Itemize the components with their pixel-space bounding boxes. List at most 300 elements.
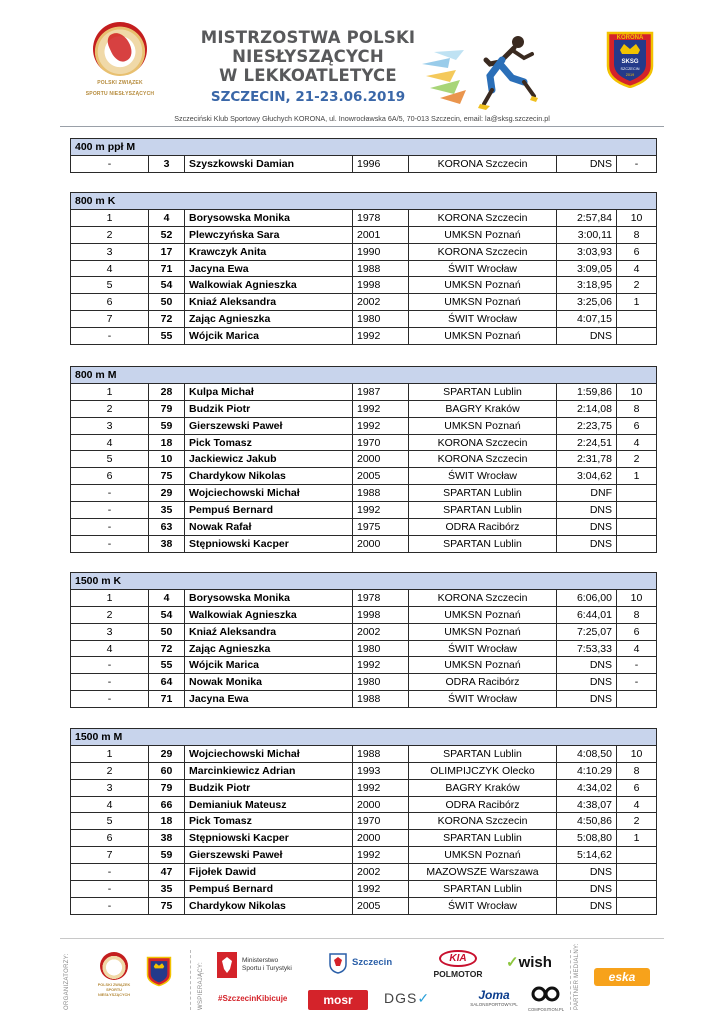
birth-year-cell: 1988 bbox=[353, 691, 409, 708]
result-time-cell: DNS bbox=[557, 519, 617, 536]
points-cell: 6 bbox=[617, 623, 657, 640]
result-time-cell: 2:24,51 bbox=[557, 434, 617, 451]
bib-cell: 64 bbox=[149, 674, 185, 691]
place-cell: - bbox=[71, 519, 149, 536]
birth-year-cell: 1975 bbox=[353, 519, 409, 536]
club-cell: OLIMPIJCZYK Olecko bbox=[409, 762, 557, 779]
points-cell: - bbox=[617, 657, 657, 674]
club-cell: KORONA Szczecin bbox=[409, 209, 557, 226]
birth-year-cell: 1987 bbox=[353, 383, 409, 400]
table-row bbox=[71, 813, 657, 830]
points-cell bbox=[617, 864, 657, 881]
place-cell: 7 bbox=[71, 311, 149, 328]
athlete-name-cell: Plewczyńska Sara bbox=[185, 226, 353, 243]
bib-cell: 50 bbox=[149, 294, 185, 311]
korona-footer-badge-icon bbox=[146, 955, 172, 987]
event-header-row bbox=[71, 367, 657, 384]
title-line-3: W LEKKOATLETYCE bbox=[219, 66, 397, 85]
results-table bbox=[70, 192, 657, 345]
event-header-row bbox=[71, 193, 657, 210]
club-cell: KORONA Szczecin bbox=[409, 155, 557, 172]
table-row bbox=[71, 434, 657, 451]
place-cell: 5 bbox=[71, 451, 149, 468]
table-row bbox=[71, 468, 657, 485]
points-cell: 10 bbox=[617, 209, 657, 226]
bib-cell: 55 bbox=[149, 328, 185, 345]
birth-year-cell: 1992 bbox=[353, 657, 409, 674]
table-row bbox=[71, 260, 657, 277]
place-cell: 2 bbox=[71, 762, 149, 779]
points-cell: 8 bbox=[617, 226, 657, 243]
korona-club-badge bbox=[605, 30, 655, 88]
table-row bbox=[71, 535, 657, 552]
points-cell: 1 bbox=[617, 294, 657, 311]
points-cell: 2 bbox=[617, 451, 657, 468]
ministry-line-1: Ministerstwo bbox=[242, 957, 279, 964]
table-row bbox=[71, 796, 657, 813]
joma-text: Joma bbox=[478, 988, 510, 1002]
event-title bbox=[198, 28, 418, 106]
pzsn-footer-caption-2: SPORTU NIESŁYSZĄCYCH bbox=[97, 988, 131, 997]
bib-cell: 75 bbox=[149, 897, 185, 914]
birth-year-cell: 1980 bbox=[353, 311, 409, 328]
birth-year-cell: 1992 bbox=[353, 847, 409, 864]
result-time-cell: 7:25,07 bbox=[557, 623, 617, 640]
table-row bbox=[71, 417, 657, 434]
place-cell: 3 bbox=[71, 243, 149, 260]
birth-year-cell: 1988 bbox=[353, 485, 409, 502]
bib-cell: 10 bbox=[149, 451, 185, 468]
points-cell bbox=[617, 485, 657, 502]
event-header-row bbox=[71, 573, 657, 590]
result-time-cell: DNS bbox=[557, 535, 617, 552]
bib-cell: 50 bbox=[149, 623, 185, 640]
results-table bbox=[70, 366, 657, 553]
club-cell: KORONA Szczecin bbox=[409, 434, 557, 451]
club-cell: KORONA Szczecin bbox=[409, 813, 557, 830]
event-section bbox=[70, 138, 656, 173]
points-cell bbox=[617, 691, 657, 708]
result-time-cell: 2:57,84 bbox=[557, 209, 617, 226]
points-cell: 10 bbox=[617, 383, 657, 400]
athlete-name-cell: Chardykow Nikolas bbox=[185, 897, 353, 914]
results-table bbox=[70, 138, 657, 173]
bib-cell: 17 bbox=[149, 243, 185, 260]
points-cell: 6 bbox=[617, 779, 657, 796]
athlete-name-cell: Demianiuk Mateusz bbox=[185, 796, 353, 813]
result-time-cell: DNS bbox=[557, 674, 617, 691]
bib-cell: 75 bbox=[149, 468, 185, 485]
athlete-name-cell: Zając Agnieszka bbox=[185, 640, 353, 657]
document-header bbox=[0, 0, 724, 128]
szczecin-logo bbox=[328, 952, 408, 974]
place-cell: 1 bbox=[71, 745, 149, 762]
table-row bbox=[71, 779, 657, 796]
athlete-name-cell: Szyszkowski Damian bbox=[185, 155, 353, 172]
athlete-name-cell: Pempuś Bernard bbox=[185, 881, 353, 898]
badge-bottom-text: SKSG bbox=[621, 59, 639, 65]
pzsn-emblem-icon bbox=[93, 22, 147, 76]
result-time-cell: 4:50,86 bbox=[557, 813, 617, 830]
place-cell: 3 bbox=[71, 417, 149, 434]
club-address: Szczeciński Klub Sportowy Głuchych KORONA, ul. Inowrocławska 6A/5, 70-013 Szczecin, email: la@sksg.szczecin.pl bbox=[174, 114, 550, 123]
points-cell: 1 bbox=[617, 830, 657, 847]
result-time-cell: DNS bbox=[557, 897, 617, 914]
dgs-text: DGS bbox=[384, 990, 418, 1006]
points-cell: 8 bbox=[617, 606, 657, 623]
table-row bbox=[71, 294, 657, 311]
bib-cell: 52 bbox=[149, 226, 185, 243]
event-section bbox=[70, 728, 656, 915]
place-cell: - bbox=[71, 864, 149, 881]
club-cell: UMKSN Poznań bbox=[409, 294, 557, 311]
club-cell: ŚWIT Wrocław bbox=[409, 897, 557, 914]
place-cell: 2 bbox=[71, 606, 149, 623]
table-row bbox=[71, 226, 657, 243]
polmotor-text: POLMOTOR bbox=[433, 969, 483, 979]
result-time-cell: DNS bbox=[557, 691, 617, 708]
table-row bbox=[71, 847, 657, 864]
result-time-cell: DNS bbox=[557, 328, 617, 345]
bib-cell: 60 bbox=[149, 762, 185, 779]
place-cell: 7 bbox=[71, 847, 149, 864]
bib-cell: 72 bbox=[149, 311, 185, 328]
result-time-cell: 2:14,08 bbox=[557, 400, 617, 417]
bib-cell: 71 bbox=[149, 691, 185, 708]
ministry-line-2: Sportu i Turystyki bbox=[242, 965, 292, 972]
club-cell: SPARTAN Lublin bbox=[409, 502, 557, 519]
szczecin-crest-icon bbox=[328, 952, 348, 974]
club-cell: UMKSN Poznań bbox=[409, 606, 557, 623]
joma-sub-text: SALONSPORTOWY.PL bbox=[470, 1002, 518, 1007]
event-header-row bbox=[71, 729, 657, 746]
organizers-label: ORGANIZATORZY: bbox=[64, 953, 70, 1010]
birth-year-cell: 1996 bbox=[353, 155, 409, 172]
birth-year-cell: 1970 bbox=[353, 813, 409, 830]
hashtag-text: #SzczecinKibicuje bbox=[218, 994, 288, 1003]
table-row bbox=[71, 691, 657, 708]
birth-year-cell: 1992 bbox=[353, 400, 409, 417]
footer-separator-2 bbox=[570, 950, 571, 1010]
place-cell: - bbox=[71, 881, 149, 898]
event-section bbox=[70, 572, 656, 708]
place-cell: 5 bbox=[71, 277, 149, 294]
club-cell: ODRA Racibórz bbox=[409, 674, 557, 691]
club-cell: KORONA Szczecin bbox=[409, 243, 557, 260]
birth-year-cell: 2005 bbox=[353, 468, 409, 485]
place-cell: 2 bbox=[71, 400, 149, 417]
table-row bbox=[71, 606, 657, 623]
place-cell: - bbox=[71, 674, 149, 691]
result-time-cell: 2:23,75 bbox=[557, 417, 617, 434]
club-cell: ŚWIT Wrocław bbox=[409, 311, 557, 328]
event-name: 1500 m K bbox=[71, 573, 657, 590]
result-time-cell: 6:06,00 bbox=[557, 589, 617, 606]
table-row bbox=[71, 311, 657, 328]
birth-year-cell: 1993 bbox=[353, 762, 409, 779]
bib-cell: 79 bbox=[149, 400, 185, 417]
birth-year-cell: 1998 bbox=[353, 277, 409, 294]
club-cell: SPARTAN Lublin bbox=[409, 745, 557, 762]
event-name: 800 m M bbox=[71, 367, 657, 384]
result-time-cell: 5:08,80 bbox=[557, 830, 617, 847]
points-cell bbox=[617, 311, 657, 328]
szczecin-label: Szczecin bbox=[352, 957, 393, 968]
club-cell: ODRA Racibórz bbox=[409, 796, 557, 813]
table-row bbox=[71, 209, 657, 226]
club-cell: UMKSN Poznań bbox=[409, 657, 557, 674]
club-cell: ODRA Racibórz bbox=[409, 519, 557, 536]
birth-year-cell: 1990 bbox=[353, 243, 409, 260]
kia-polmotor-logo bbox=[428, 948, 488, 979]
support-label: WSPIERAJĄCY: bbox=[198, 962, 204, 1010]
result-time-cell: 3:04,62 bbox=[557, 468, 617, 485]
bib-cell: 54 bbox=[149, 606, 185, 623]
title-line-2: NIESŁYSZĄCYCH bbox=[232, 47, 384, 66]
club-cell: SPARTAN Lublin bbox=[409, 485, 557, 502]
table-row bbox=[71, 623, 657, 640]
bib-cell: 38 bbox=[149, 830, 185, 847]
bib-cell: 59 bbox=[149, 847, 185, 864]
event-name: 400 m ppł M bbox=[71, 139, 657, 156]
club-cell: UMKSN Poznań bbox=[409, 623, 557, 640]
place-cell: 4 bbox=[71, 260, 149, 277]
bib-cell: 59 bbox=[149, 417, 185, 434]
club-cell: SPARTAN Lublin bbox=[409, 830, 557, 847]
birth-year-cell: 2001 bbox=[353, 226, 409, 243]
club-cell: SPARTAN Lublin bbox=[409, 535, 557, 552]
media-partner-label: PARTNER MEDIALNY: bbox=[574, 943, 580, 1010]
athlete-name-cell: Budzik Piotr bbox=[185, 779, 353, 796]
results-table bbox=[70, 728, 657, 915]
eska-logo: eska bbox=[594, 968, 650, 986]
birth-year-cell: 1998 bbox=[353, 606, 409, 623]
composition-logo bbox=[524, 986, 568, 1012]
birth-year-cell: 2005 bbox=[353, 897, 409, 914]
table-row bbox=[71, 830, 657, 847]
athlete-name-cell: Wojciechowski Michał bbox=[185, 485, 353, 502]
athlete-name-cell: Wójcik Marica bbox=[185, 657, 353, 674]
bib-cell: 55 bbox=[149, 657, 185, 674]
dgs-check-icon: ✓ bbox=[417, 990, 431, 1006]
points-cell bbox=[617, 847, 657, 864]
club-cell: ŚWIT Wrocław bbox=[409, 260, 557, 277]
table-row bbox=[71, 519, 657, 536]
table-row bbox=[71, 640, 657, 657]
result-time-cell: 7:53,33 bbox=[557, 640, 617, 657]
athlete-name-cell: Pick Tomasz bbox=[185, 813, 353, 830]
athlete-name-cell: Borysowska Monika bbox=[185, 209, 353, 226]
birth-year-cell: 1970 bbox=[353, 434, 409, 451]
bib-cell: 79 bbox=[149, 779, 185, 796]
place-cell: 5 bbox=[71, 813, 149, 830]
result-time-cell: 3:03,93 bbox=[557, 243, 617, 260]
pzsn-footer-logo bbox=[92, 952, 136, 998]
birth-year-cell: 1988 bbox=[353, 260, 409, 277]
athlete-name-cell: Jackiewicz Jakub bbox=[185, 451, 353, 468]
pzsn-logo bbox=[75, 22, 165, 102]
place-cell: 2 bbox=[71, 226, 149, 243]
pzsn-caption-1: POLSKI ZWIĄZEK bbox=[97, 80, 143, 86]
result-time-cell: DNS bbox=[557, 657, 617, 674]
event-section bbox=[70, 366, 656, 553]
bib-cell: 29 bbox=[149, 745, 185, 762]
points-cell: - bbox=[617, 155, 657, 172]
bib-cell: 47 bbox=[149, 864, 185, 881]
place-cell: 3 bbox=[71, 623, 149, 640]
bib-cell: 38 bbox=[149, 535, 185, 552]
club-cell: UMKSN Poznań bbox=[409, 847, 557, 864]
athlete-name-cell: Pick Tomasz bbox=[185, 434, 353, 451]
joma-logo bbox=[466, 988, 522, 1007]
birth-year-cell: 2002 bbox=[353, 864, 409, 881]
event-header-row bbox=[71, 139, 657, 156]
event-date: SZCZECIN, 21-23.06.2019 bbox=[210, 89, 406, 105]
table-row bbox=[71, 383, 657, 400]
result-time-cell: 4:07,15 bbox=[557, 311, 617, 328]
result-time-cell: 4:38,07 bbox=[557, 796, 617, 813]
table-row bbox=[71, 762, 657, 779]
points-cell: 2 bbox=[617, 813, 657, 830]
athlete-name-cell: Fijołek Dawid bbox=[185, 864, 353, 881]
event-section bbox=[70, 192, 656, 345]
mosr-logo: mosr bbox=[308, 990, 368, 1010]
birth-year-cell: 2002 bbox=[353, 294, 409, 311]
points-cell: 4 bbox=[617, 640, 657, 657]
place-cell: 1 bbox=[71, 209, 149, 226]
club-cell: UMKSN Poznań bbox=[409, 277, 557, 294]
points-cell: 4 bbox=[617, 434, 657, 451]
result-time-cell: 1:59,86 bbox=[557, 383, 617, 400]
athlete-name-cell: Stępniowski Kacper bbox=[185, 830, 353, 847]
athlete-name-cell: Borysowska Monika bbox=[185, 589, 353, 606]
badge-year-text: 2019 bbox=[625, 73, 635, 77]
club-cell: UMKSN Poznań bbox=[409, 226, 557, 243]
table-row bbox=[71, 881, 657, 898]
place-cell: 4 bbox=[71, 796, 149, 813]
athlete-name-cell: Walkowiak Agnieszka bbox=[185, 606, 353, 623]
place-cell: 6 bbox=[71, 830, 149, 847]
place-cell: - bbox=[71, 328, 149, 345]
athlete-name-cell: Budzik Piotr bbox=[185, 400, 353, 417]
athlete-name-cell: Zając Agnieszka bbox=[185, 311, 353, 328]
runner-illustration-icon bbox=[420, 24, 540, 112]
club-cell: ŚWIT Wrocław bbox=[409, 691, 557, 708]
result-time-cell: DNS bbox=[557, 881, 617, 898]
result-time-cell: 4:34,02 bbox=[557, 779, 617, 796]
table-row bbox=[71, 897, 657, 914]
bib-cell: 3 bbox=[149, 155, 185, 172]
result-time-cell: 5:14,62 bbox=[557, 847, 617, 864]
bib-cell: 35 bbox=[149, 502, 185, 519]
event-name: 800 m K bbox=[71, 193, 657, 210]
bib-cell: 71 bbox=[149, 260, 185, 277]
table-row bbox=[71, 277, 657, 294]
result-time-cell: 3:25,06 bbox=[557, 294, 617, 311]
place-cell: - bbox=[71, 485, 149, 502]
points-cell bbox=[617, 502, 657, 519]
points-cell: - bbox=[617, 674, 657, 691]
points-cell bbox=[617, 519, 657, 536]
place-cell: 1 bbox=[71, 589, 149, 606]
points-cell: 10 bbox=[617, 589, 657, 606]
points-cell: 6 bbox=[617, 417, 657, 434]
table-row bbox=[71, 451, 657, 468]
points-cell: 10 bbox=[617, 745, 657, 762]
club-cell: UMKSN Poznań bbox=[409, 328, 557, 345]
title-line-1: MISTRZOSTWA POLSKI bbox=[200, 28, 416, 47]
place-cell: 1 bbox=[71, 383, 149, 400]
polish-eagle-icon bbox=[216, 951, 238, 979]
result-time-cell: DNS bbox=[557, 155, 617, 172]
athlete-name-cell: Gierszewski Paweł bbox=[185, 417, 353, 434]
bib-cell: 72 bbox=[149, 640, 185, 657]
wish-check-icon: ✓ bbox=[506, 954, 519, 971]
badge-sub-text: SZCZECIN bbox=[620, 67, 640, 71]
points-cell: 8 bbox=[617, 400, 657, 417]
athlete-name-cell: Nowak Rafał bbox=[185, 519, 353, 536]
table-row bbox=[71, 502, 657, 519]
wish-logo bbox=[506, 953, 552, 971]
athlete-name-cell: Walkowiak Agnieszka bbox=[185, 277, 353, 294]
points-cell bbox=[617, 328, 657, 345]
table-row bbox=[71, 745, 657, 762]
result-time-cell: 2:31,78 bbox=[557, 451, 617, 468]
club-cell: SPARTAN Lublin bbox=[409, 383, 557, 400]
birth-year-cell: 2000 bbox=[353, 796, 409, 813]
composition-sub-text: COMPOSITION.PL bbox=[527, 1007, 565, 1012]
composition-rings-icon bbox=[529, 986, 563, 1002]
birth-year-cell: 2000 bbox=[353, 451, 409, 468]
table-row bbox=[71, 155, 657, 172]
pzsn-caption-2: SPORTU NIESŁYSZĄCYCH bbox=[85, 91, 155, 97]
birth-year-cell: 1978 bbox=[353, 209, 409, 226]
table-row bbox=[71, 328, 657, 345]
points-cell bbox=[617, 881, 657, 898]
place-cell: 6 bbox=[71, 468, 149, 485]
bib-cell: 63 bbox=[149, 519, 185, 536]
place-cell: 6 bbox=[71, 294, 149, 311]
birth-year-cell: 1978 bbox=[353, 589, 409, 606]
bib-cell: 4 bbox=[149, 209, 185, 226]
points-cell bbox=[617, 897, 657, 914]
place-cell: 3 bbox=[71, 779, 149, 796]
birth-year-cell: 2002 bbox=[353, 623, 409, 640]
club-cell: KORONA Szczecin bbox=[409, 589, 557, 606]
header-divider bbox=[60, 126, 664, 127]
birth-year-cell: 1992 bbox=[353, 779, 409, 796]
points-cell: 8 bbox=[617, 762, 657, 779]
result-time-cell: 3:18,95 bbox=[557, 277, 617, 294]
pzsn-footer-emblem-icon bbox=[100, 952, 128, 980]
birth-year-cell: 1992 bbox=[353, 328, 409, 345]
points-cell: 1 bbox=[617, 468, 657, 485]
bib-cell: 28 bbox=[149, 383, 185, 400]
bib-cell: 54 bbox=[149, 277, 185, 294]
result-time-cell: 3:09,05 bbox=[557, 260, 617, 277]
athlete-name-cell: Wójcik Marica bbox=[185, 328, 353, 345]
bib-cell: 29 bbox=[149, 485, 185, 502]
club-cell: BAGRY Kraków bbox=[409, 779, 557, 796]
pzsn-footer-caption-1: POLSKI ZWIĄZEK bbox=[97, 983, 131, 987]
points-cell: 2 bbox=[617, 277, 657, 294]
event-name: 1500 m M bbox=[71, 729, 657, 746]
result-time-cell: DNF bbox=[557, 485, 617, 502]
table-row bbox=[71, 657, 657, 674]
table-row bbox=[71, 485, 657, 502]
athlete-name-cell: Stępniowski Kacper bbox=[185, 535, 353, 552]
result-time-cell: 4:10.29 bbox=[557, 762, 617, 779]
